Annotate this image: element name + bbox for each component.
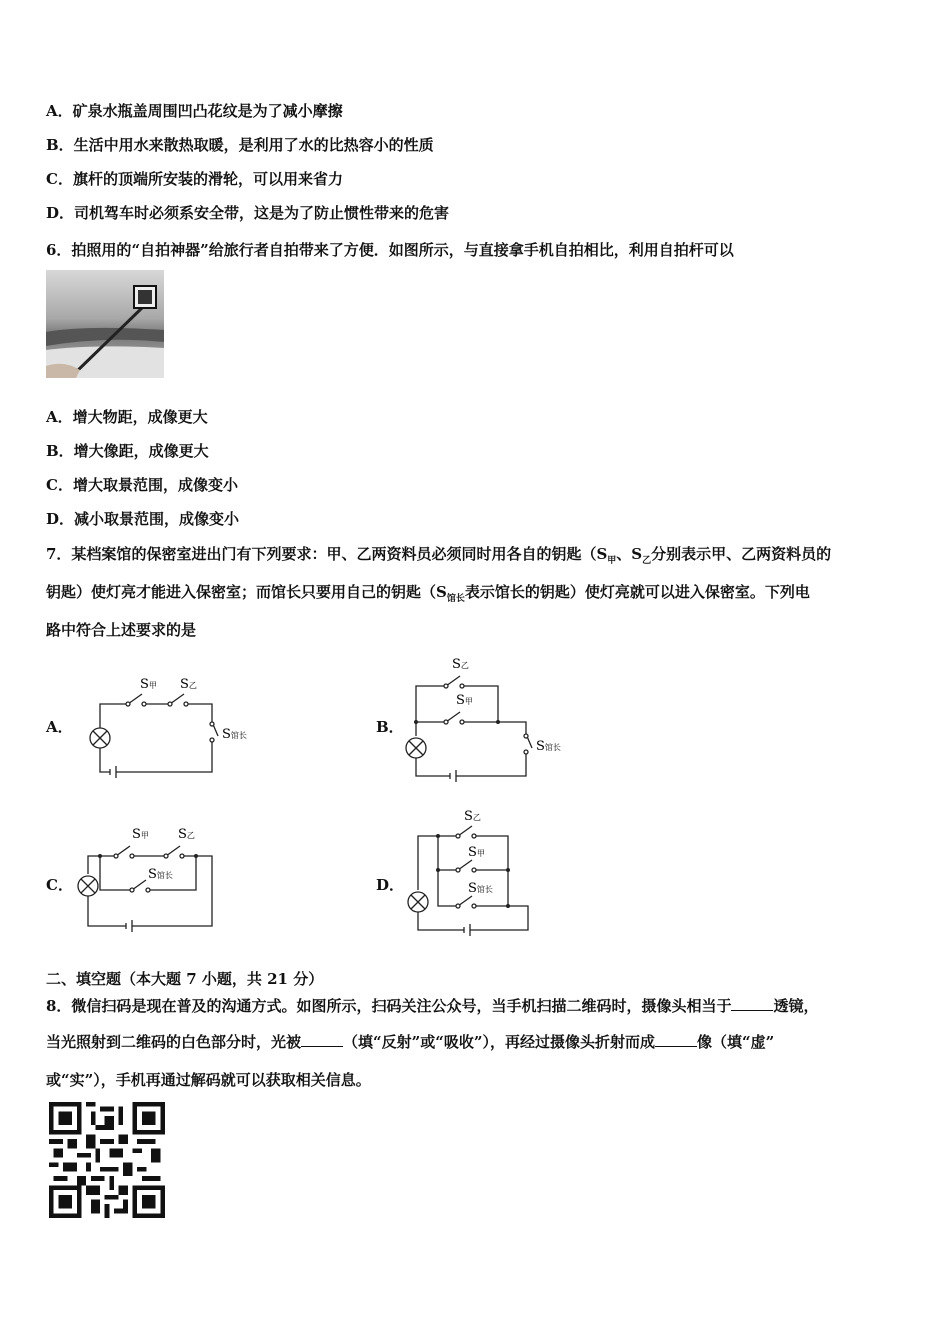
q8-line1: 8．微信扫码是现在普及的沟通方式。如图所示，扫码关注公众号，当手机扫描二维码时，摄像头相当于 透镜，	[46, 997, 819, 1015]
q8-blank-1[interactable]	[731, 996, 773, 1011]
q5-option-d: D．司机驾车时必须系安全带，这是为了防止惯性带来的危害	[46, 204, 450, 222]
circuit-b-diagram	[402, 652, 592, 786]
svg-text:S馆长: S馆长	[148, 867, 173, 882]
svg-text:S乙: S乙	[180, 677, 197, 692]
svg-text:S馆长: S馆长	[222, 727, 247, 742]
svg-text:S甲: S甲	[132, 827, 149, 842]
svg-text:S馆长: S馆长	[536, 739, 561, 754]
q6-stem: 6．拍照用的“自拍神器”给旅行者自拍带来了方便．如图所示，与直接拿手机自拍相比，利用自拍杆可以	[46, 241, 734, 259]
q6-option-b: B．增大像距，成像更大	[46, 442, 209, 460]
q6-option-d: D．减小取景范围，成像变小	[46, 510, 240, 528]
q8-line2: 当光照射到二维码的白色部分时，光被 （填“反射”或“吸收”），再经过摄像头折射而成 像（填“虚”	[46, 1033, 775, 1051]
qr-code-image	[48, 1102, 166, 1218]
q5-option-b: B．生活中用水来散热取暖，是利用了水的比热容小的性质	[46, 136, 434, 154]
circuit-b-label: B．	[376, 718, 404, 736]
circuit-c-label: C．	[46, 876, 73, 894]
svg-text:S乙: S乙	[464, 809, 481, 824]
q8-blank-2[interactable]	[301, 1032, 343, 1047]
q7-stem-line3: 路中符合上述要求的是	[46, 621, 197, 639]
svg-text:S馆长: S馆长	[468, 881, 493, 896]
q8-line3: 或“实”），手机再通过解码就可以获取相关信息。	[46, 1071, 371, 1089]
circuit-a-label: A．	[46, 718, 73, 736]
svg-text:S甲: S甲	[140, 677, 157, 692]
svg-text:S乙: S乙	[178, 827, 195, 842]
svg-text:S甲: S甲	[456, 693, 473, 708]
circuit-a-diagram	[88, 668, 278, 780]
q7-stem-line2: 钥匙）使灯亮才能进入保密室；而馆长只要用自己的钥匙（$S_{馆长}$表示馆长的钥匙）使灯亮就可以进入保密室。下列电	[46, 583, 810, 604]
q5-option-a: A．矿泉水瓶盖周围凹凸花纹是为了减小摩擦	[46, 102, 343, 120]
q5-option-c: C．旗杆的顶端所安装的滑轮，可以用来省力	[46, 170, 343, 188]
svg-text:S甲: S甲	[468, 845, 485, 860]
q8-blank-3[interactable]	[655, 1032, 697, 1047]
svg-text:S乙: S乙	[452, 657, 469, 672]
q6-option-a: A．增大物距，成像更大	[46, 408, 208, 426]
q6-option-c: C．增大取景范围，成像变小	[46, 476, 238, 494]
selfie-stick-photo	[46, 270, 164, 378]
circuit-c-diagram	[72, 822, 232, 942]
q7-stem-line1: 7．某档案馆的保密室进出门有下列要求：甲、乙两资料员必须同时用各自的钥匙（$S_甲$、$S_乙$分别表示甲、乙两资料员的	[46, 545, 832, 566]
circuit-d-label: D．	[376, 876, 405, 894]
section-2-heading: 二、填空题（本大题 7 小题，共 21 分）	[46, 970, 324, 988]
circuit-d-diagram	[402, 806, 562, 944]
